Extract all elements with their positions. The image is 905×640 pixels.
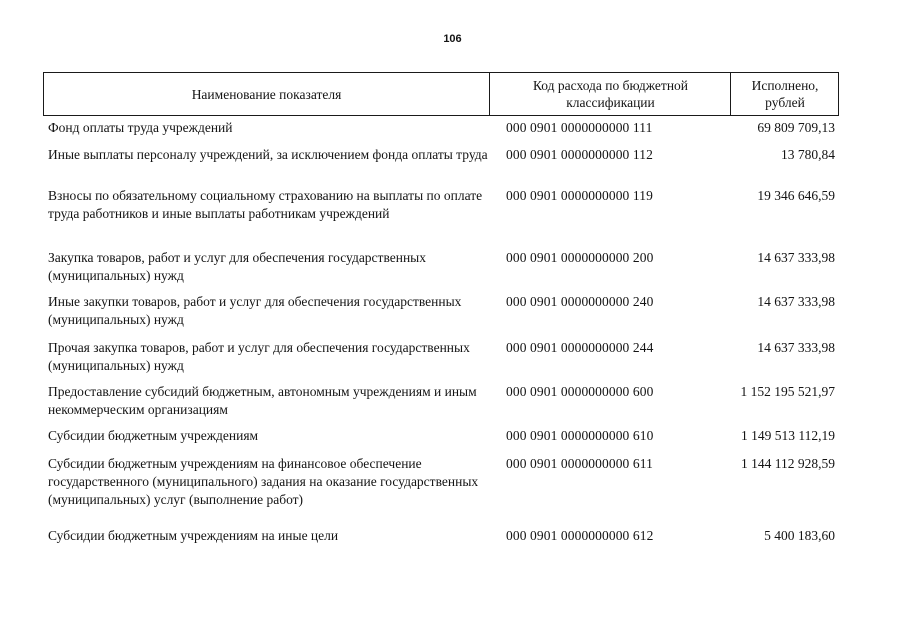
row-name: Закупка товаров, работ и услуг для обеспечения государственных (муниципальных) нужд [48, 250, 427, 283]
row-amount: 14 637 333,98 [757, 294, 835, 309]
row-name: Предоставление субсидий бюджетным, автономным учреждениям и иным некоммерческим организациям [48, 384, 477, 417]
row-code: 000 0901 0000000000 119 [506, 188, 653, 203]
row-amount: 1 149 513 112,19 [741, 428, 835, 443]
row-name: Субсидии бюджетным учреждениям [48, 428, 259, 443]
page-number: 106 [443, 33, 462, 45]
row-name: Фонд оплаты труда учреждений [48, 120, 233, 135]
row-amount: 14 637 333,98 [757, 340, 835, 355]
row-code: 000 0901 0000000000 610 [506, 428, 654, 443]
row-code: 000 0901 0000000000 112 [506, 147, 653, 162]
table-header [43, 72, 839, 116]
row-name: Субсидии бюджетным учреждениям на финансовое обеспечение государственного (муниципального) задания на оказание государственных (муниципальных) услуг (выполнение работ) [48, 456, 479, 507]
row-name: Иные выплаты персоналу учреждений, за исключением фонда оплаты труда [48, 147, 488, 162]
row-code: 000 0901 0000000000 612 [506, 528, 654, 543]
row-amount: 69 809 709,13 [757, 120, 835, 135]
row-code: 000 0901 0000000000 611 [506, 456, 653, 471]
row-name: Взносы по обязательному социальному страхованию на выплаты по оплате труда работников и иные выплаты работникам учреждений [48, 188, 483, 221]
row-code: 000 0901 0000000000 240 [506, 294, 654, 309]
row-code: 000 0901 0000000000 111 [506, 120, 653, 135]
row-code: 000 0901 0000000000 600 [506, 384, 654, 399]
row-name: Иные закупки товаров, работ и услуг для обеспечения государственных (муниципальных) нужд [48, 294, 462, 327]
row-code: 000 0901 0000000000 244 [506, 340, 654, 355]
row-name: Субсидии бюджетным учреждениям на иные цели [48, 528, 339, 543]
row-amount: 14 637 333,98 [757, 250, 835, 265]
row-code: 000 0901 0000000000 200 [506, 250, 654, 265]
header-name: Наименование показателя [191, 86, 342, 102]
header-amount: Исполнено, рублей [730, 73, 839, 115]
row-amount: 5 400 183,60 [764, 528, 835, 543]
row-amount: 19 346 646,59 [757, 188, 835, 203]
row-amount: 13 780,84 [781, 147, 835, 162]
row-amount: 1 144 112 928,59 [741, 456, 835, 471]
header-code: Код расхода по бюджетной классификации [489, 73, 731, 115]
row-name: Прочая закупка товаров, работ и услуг для обеспечения государственных (муниципальных) нужд [48, 340, 470, 373]
row-amount: 1 152 195 521,97 [740, 384, 835, 399]
